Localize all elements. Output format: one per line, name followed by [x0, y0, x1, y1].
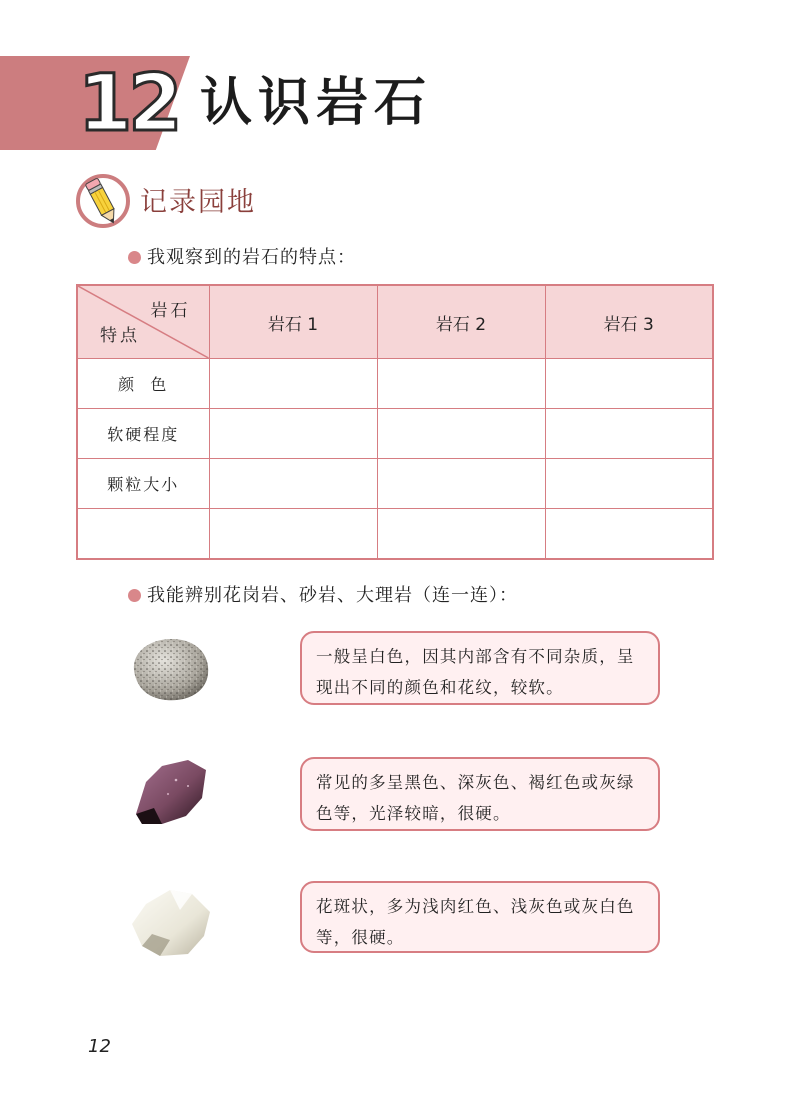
granite-rock-image[interactable] — [128, 632, 214, 706]
table-cell[interactable] — [377, 359, 545, 409]
table-row — [77, 359, 713, 409]
row-label-hardness: 软硬程度 — [77, 409, 209, 459]
table-cell[interactable] — [377, 459, 545, 509]
table-cell[interactable] — [545, 459, 713, 509]
table-cell[interactable] — [545, 509, 713, 560]
column-header-rock-1: 岩石 1 — [209, 285, 377, 359]
section-title: 记录园地 — [140, 187, 256, 218]
page-number: 12 — [88, 1036, 111, 1057]
table-header-row — [77, 285, 713, 359]
feature-table — [76, 284, 714, 560]
observe-prompt-text: 我观察到的岩石的特点： — [147, 247, 356, 268]
table-cell[interactable] — [377, 409, 545, 459]
column-header-rock-2: 岩石 2 — [377, 285, 545, 359]
corner-label-rock: 岩石 — [150, 301, 191, 321]
description-box-1[interactable] — [300, 631, 660, 705]
match-prompt-text: 我能辨别花岗岩、砂岩、大理岩（连一连）： — [147, 585, 518, 606]
column-header-rock-3: 岩石 3 — [545, 285, 713, 359]
row-label-color-text: 颜 色 — [118, 375, 169, 394]
bullet-dot — [128, 589, 141, 602]
white-rock-image[interactable] — [130, 884, 214, 960]
description-box-2[interactable] — [300, 757, 660, 831]
table-row — [77, 409, 713, 459]
corner-label-feature: 特点 — [100, 326, 140, 346]
description-text-1: 一般呈白色，因其内部含有不同杂质，呈现出不同的颜色和花纹，较软。 — [316, 647, 635, 697]
table-row — [77, 459, 713, 509]
table-cell[interactable] — [545, 409, 713, 459]
pencil-icon — [74, 172, 132, 230]
description-text-2: 常见的多呈黑色、深灰色、褐红色或灰绿色等，光泽较暗，很硬。 — [316, 773, 635, 823]
table-corner-cell — [77, 285, 209, 359]
lesson-number: 12 — [78, 59, 179, 149]
description-text-3: 花斑状，多为浅肉红色、浅灰色或灰白色等，很硬。 — [316, 897, 635, 947]
table-cell[interactable] — [209, 359, 377, 409]
row-label-blank[interactable] — [77, 509, 209, 560]
table-cell[interactable] — [209, 409, 377, 459]
table-row — [77, 509, 713, 560]
row-label-color — [77, 359, 209, 409]
table-cell[interactable] — [209, 459, 377, 509]
lesson-title: 认识岩石 — [200, 73, 433, 133]
row-label-grain-size: 颗粒大小 — [77, 459, 209, 509]
table-cell[interactable] — [377, 509, 545, 560]
table-cell[interactable] — [209, 509, 377, 560]
observe-prompt — [128, 246, 356, 270]
dark-rock-image[interactable] — [132, 756, 212, 830]
match-prompt — [128, 584, 518, 608]
bullet-dot — [128, 251, 141, 264]
description-box-3[interactable] — [300, 881, 660, 953]
table-cell[interactable] — [545, 359, 713, 409]
